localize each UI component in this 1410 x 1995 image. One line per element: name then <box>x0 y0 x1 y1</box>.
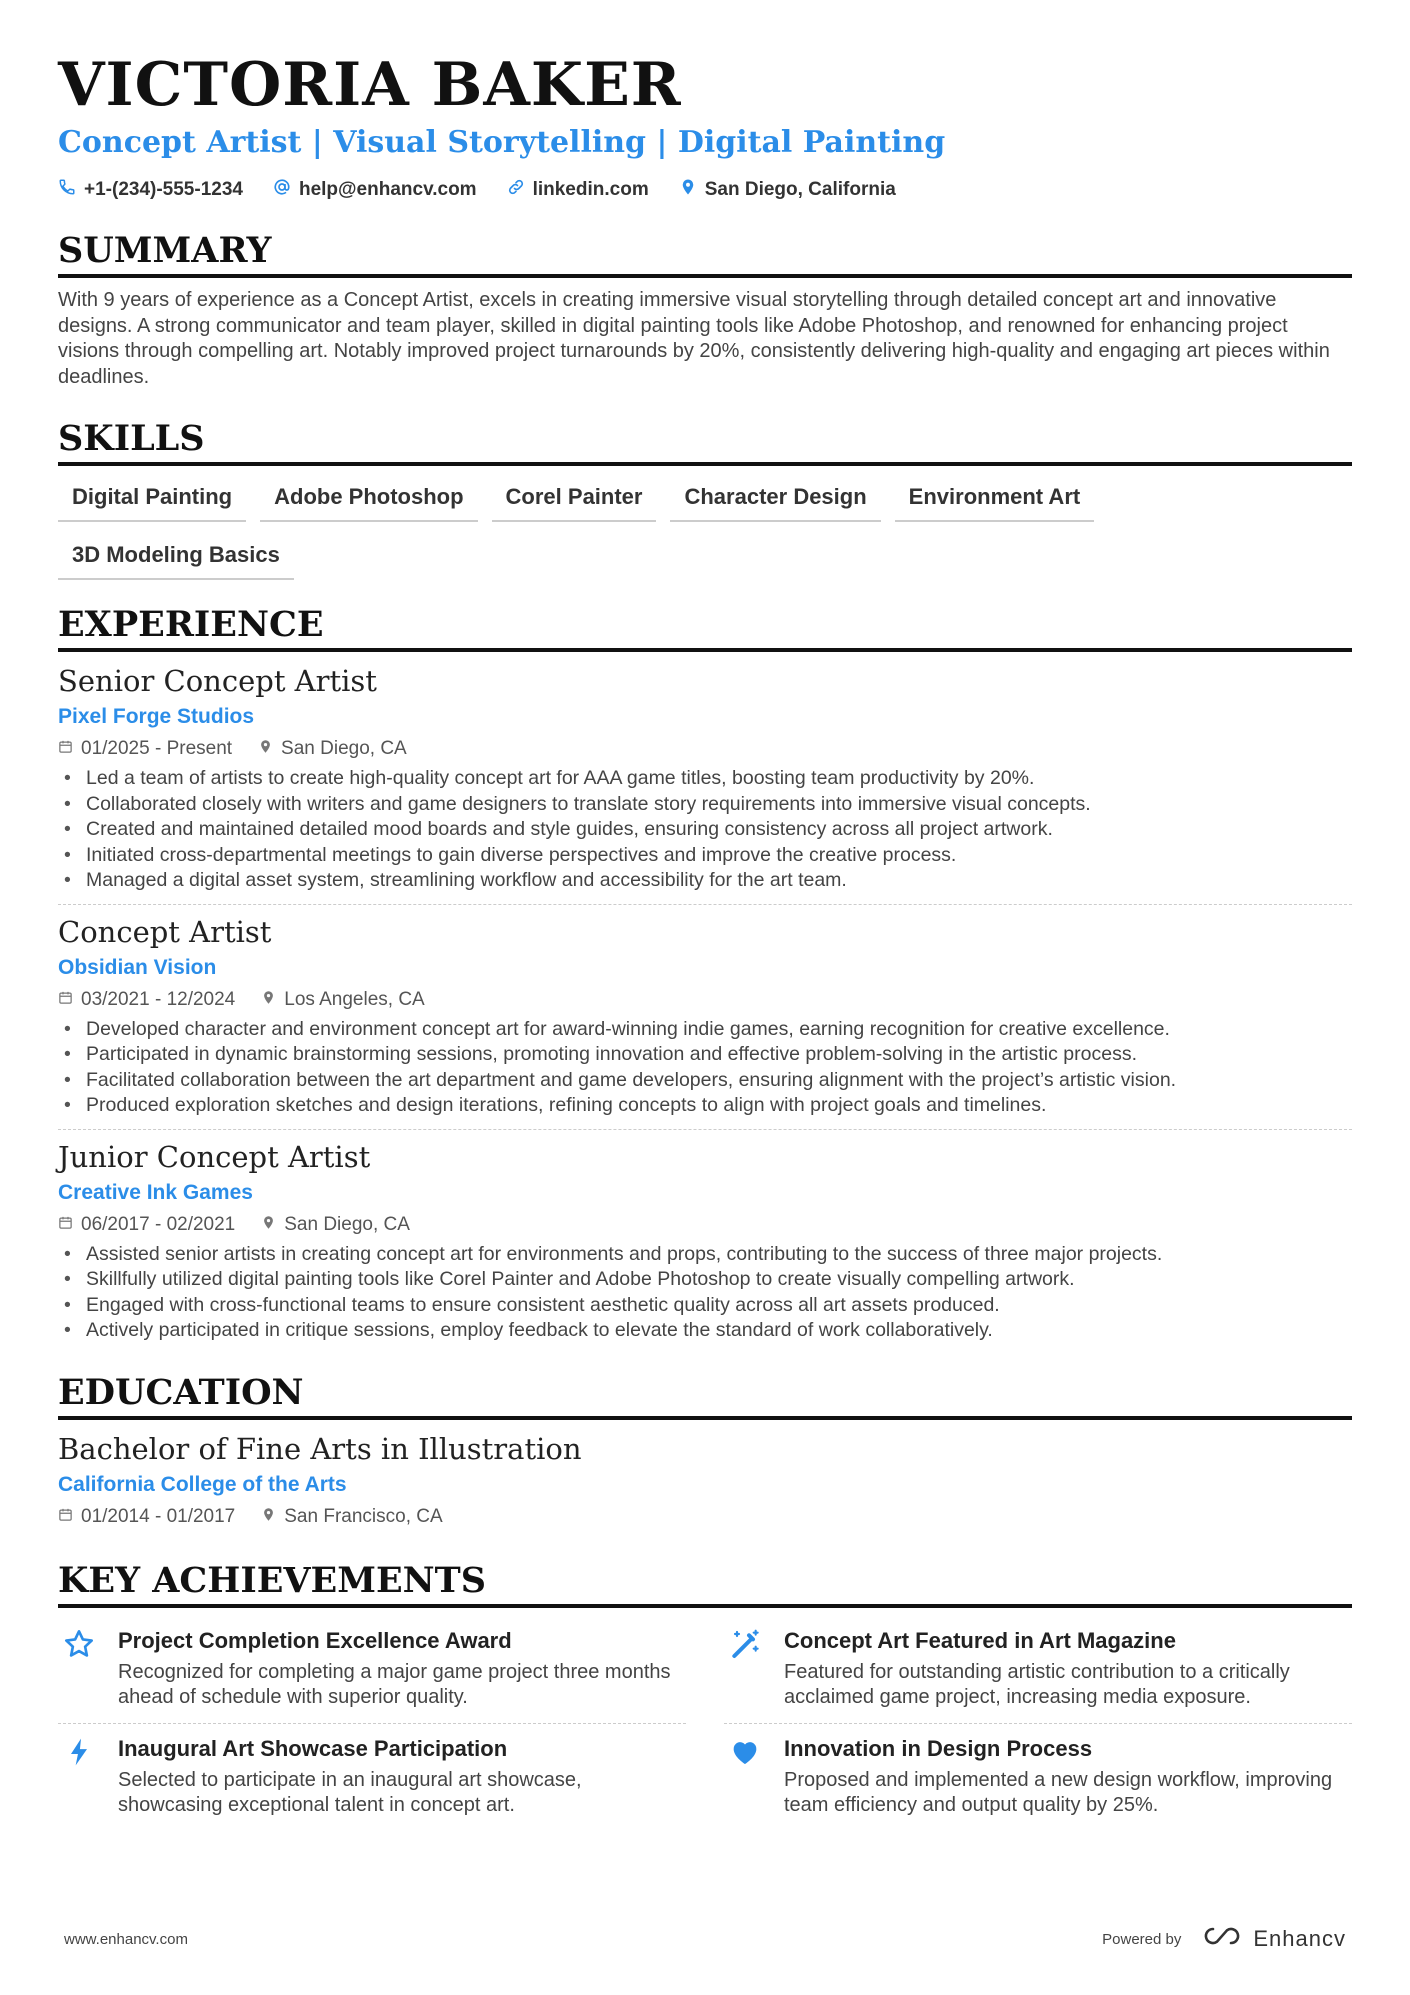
achievement-desc: Selected to participate in an inaugural art showcase, showcasing exceptional talent in concept art. <box>118 1768 582 1816</box>
job-location <box>258 734 407 764</box>
calendar-icon <box>58 1210 73 1240</box>
list-item: • Skillfully utilized digital painting tools like Corel Painter and Adobe Photoshop to create visually compelling artwork. <box>58 1267 1352 1293</box>
job-dates <box>58 985 235 1015</box>
list-item: • Created and maintained detailed mood boards and style guides, ensuring consistency across all project artwork. <box>58 817 1352 843</box>
calendar-icon <box>58 985 73 1015</box>
skills-section <box>58 418 1352 580</box>
enhancv-logo-icon <box>1199 1924 1245 1954</box>
list-item: • Actively participated in critique sessions, employ feedback to elevate the standard of work collaboratively. <box>58 1318 1352 1344</box>
location-text: San Diego, California <box>704 179 896 200</box>
experience-heading: EXPERIENCE <box>58 604 1352 652</box>
footer <box>64 1924 1346 1954</box>
job-meta <box>58 734 1352 764</box>
job-bullets <box>58 766 1352 894</box>
achievement-desc: Proposed and implemented a new design workflow, improving team efficiency and output quality by 25%. <box>784 1768 1333 1816</box>
achievement-title: Concept Art Featured in Art Magazine <box>784 1627 1176 1653</box>
enhancv-logo[interactable] <box>1199 1924 1346 1954</box>
phone-text: +1-(234)-555-1234 <box>84 179 243 200</box>
list-item: • Produced exploration sketches and design iterations, refining concepts to align with project goals and timelines. <box>58 1093 1352 1119</box>
list-item: • Engaged with cross-functional teams to ensure consistent aesthetic quality across all art assets produced. <box>58 1293 1352 1319</box>
powered-by-label: Powered by <box>1102 1930 1182 1948</box>
location-pin-icon <box>261 985 276 1015</box>
skill-tag: Corel Painter <box>492 480 657 522</box>
contact-email[interactable] <box>273 178 477 202</box>
achievements-section <box>58 1560 1352 1831</box>
education-location-text: San Francisco, CA <box>284 1505 443 1527</box>
job-dates <box>58 1210 235 1240</box>
job-bullets <box>58 1017 1352 1119</box>
job-location-text: San Diego, CA <box>281 738 407 759</box>
contact-location <box>679 178 896 202</box>
enhancv-brand-text: Enhancv <box>1253 1926 1346 1951</box>
candidate-name: VICTORIA BAKER <box>58 50 682 120</box>
phone-icon <box>58 178 76 202</box>
contact-bar <box>58 178 1352 202</box>
achievement-title: Inaugural Art Showcase Participation <box>118 1735 508 1761</box>
job-location <box>261 1210 410 1240</box>
job-title: Concept Artist <box>58 914 272 949</box>
education-dates-text: 01/2014 - 01/2017 <box>81 1505 236 1527</box>
list-item: • Facilitated collaboration between the art department and game developers, ensuring alignment with the project’s artistic vision. <box>58 1068 1352 1094</box>
job-company: Obsidian Vision <box>58 955 217 979</box>
achievement-item <box>724 1616 1352 1724</box>
skills-list <box>58 480 1158 580</box>
calendar-icon <box>58 1502 73 1532</box>
candidate-title: Concept Artist | Visual Storytelling | Digital Painting <box>58 125 946 160</box>
achievements-heading: KEY ACHIEVEMENTS <box>58 1560 1352 1608</box>
achievements-grid <box>58 1616 1352 1831</box>
powered-by <box>1102 1924 1346 1954</box>
education-heading: EDUCATION <box>58 1372 1352 1420</box>
degree-title: Bachelor of Fine Arts in Illustration <box>58 1431 582 1466</box>
job-meta <box>58 985 1352 1015</box>
heart-icon <box>724 1734 766 1819</box>
achievement-title: Project Completion Excellence Award <box>118 1627 512 1653</box>
achievement-item <box>58 1616 686 1724</box>
skill-tag: Adobe Photoshop <box>260 480 477 522</box>
link-icon <box>507 178 525 202</box>
star-icon <box>58 1626 100 1711</box>
location-pin-icon <box>679 178 697 202</box>
job-entry <box>58 904 1352 1119</box>
achievement-title: Innovation in Design Process <box>784 1735 1093 1761</box>
footer-website[interactable]: www.enhancv.com <box>64 1930 188 1948</box>
summary-heading: SUMMARY <box>58 230 1352 278</box>
education-dates <box>58 1502 235 1532</box>
skill-tag: Character Design <box>670 480 880 522</box>
location-pin-icon <box>261 1502 276 1532</box>
skill-tag: Digital Painting <box>58 480 246 522</box>
list-item: • Participated in dynamic brainstorming sessions, promoting innovation and effective problem-solving in the artistic process. <box>58 1042 1352 1068</box>
job-dates <box>58 734 232 764</box>
job-dates-text: 01/2025 - Present <box>81 738 233 759</box>
contact-linkedin[interactable] <box>507 178 649 202</box>
job-company: Creative Ink Games <box>58 1180 253 1204</box>
list-item: • Developed character and environment concept art for award-winning indie games, earning recognition for creative excellence. <box>58 1017 1352 1043</box>
job-location-text: San Diego, CA <box>284 1213 410 1235</box>
job-dates-text: 03/2021 - 12/2024 <box>81 988 236 1010</box>
skills-heading: SKILLS <box>58 418 1352 466</box>
magic-wand-icon <box>724 1626 766 1711</box>
school-name: California College of the Arts <box>58 1472 347 1496</box>
job-dates-text: 06/2017 - 02/2021 <box>81 1213 236 1235</box>
achievement-item <box>58 1724 686 1831</box>
lightning-icon <box>58 1734 100 1819</box>
experience-section <box>58 604 1352 1344</box>
list-item: • Led a team of artists to create high-quality concept art for AAA game titles, boosting team productivity by 20%. <box>58 766 1352 792</box>
email-text: help@enhancv.com <box>298 179 477 200</box>
list-item: • Assisted senior artists in creating concept art for environments and props, contributing to the success of three major projects. <box>58 1242 1352 1268</box>
list-item: • Initiated cross-departmental meetings to gain diverse perspectives and improve the creative process. <box>58 843 1352 869</box>
job-title: Senior Concept Artist <box>58 664 377 698</box>
education-meta <box>58 1502 1352 1532</box>
location-pin-icon <box>258 734 273 764</box>
job-meta <box>58 1210 1352 1240</box>
at-icon <box>273 178 291 202</box>
job-location <box>261 985 424 1015</box>
contact-phone[interactable] <box>58 178 243 202</box>
list-item: • Managed a digital asset system, streamlining workflow and accessibility for the art team. <box>58 868 1352 894</box>
skill-tag: Environment Art <box>895 480 1095 522</box>
calendar-icon <box>58 734 73 764</box>
achievement-desc: Recognized for completing a major game project three months ahead of schedule with superior quality. <box>118 1660 671 1708</box>
education-location <box>261 1502 442 1532</box>
job-company: Pixel Forge Studios <box>58 705 255 728</box>
education-entry <box>58 1430 1352 1532</box>
achievement-item <box>724 1724 1352 1831</box>
summary-text: With 9 years of experience as a Concept Artist, excels in creating immersive visual storytelling through detailed concept art and innovative designs. A strong communicator and team player, skilled in digital painting tools like Adobe Photoshop, and renowned for enhancing project visions through compelling art. Notably improved project turnarounds by 20%, consistently delivering high-quality and engaging art pieces within deadlines. <box>58 289 1330 388</box>
linkedin-text: linkedin.com <box>532 179 649 200</box>
job-title: Junior Concept Artist <box>58 1139 371 1174</box>
job-bullets <box>58 1242 1352 1344</box>
resume-page <box>58 48 1352 1831</box>
job-entry <box>58 1129 1352 1344</box>
achievement-desc: Featured for outstanding artistic contribution to a critically acclaimed game project, increasing media exposure. <box>784 1660 1290 1708</box>
job-entry <box>58 662 1352 894</box>
summary-section <box>58 230 1352 390</box>
education-section <box>58 1372 1352 1532</box>
job-location-text: Los Angeles, CA <box>284 988 425 1010</box>
list-item: • Collaborated closely with writers and game designers to translate story requirements into immersive visual concepts. <box>58 792 1352 818</box>
location-pin-icon <box>261 1210 276 1240</box>
skill-tag: 3D Modeling Basics <box>58 538 294 580</box>
